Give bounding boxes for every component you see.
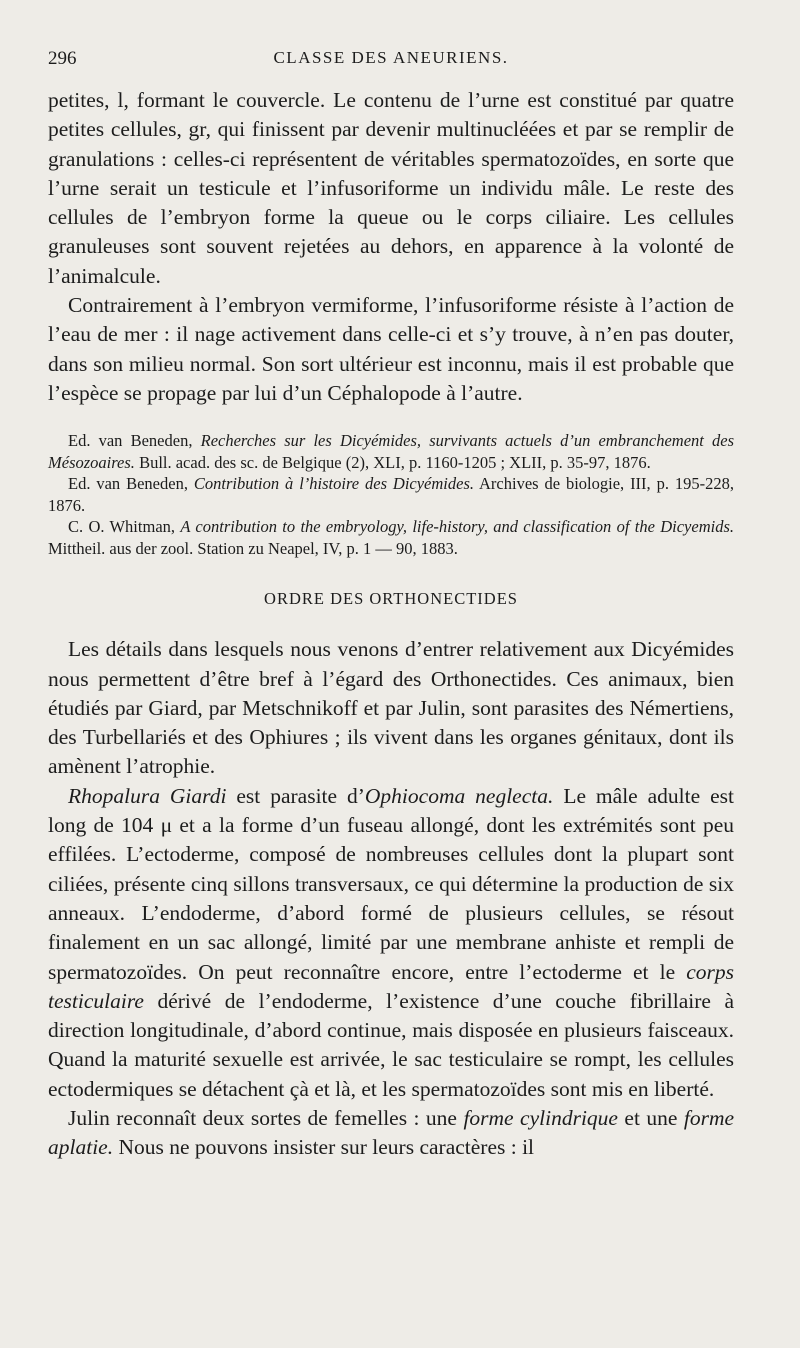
paragraph-orthonectides-intro: Les détails dans lesquels nous venons d’entrer relativement aux Dicyémides nous permettent d’être bref à l’égard des Orthonectides. Ces animaux, bien étudiés par Giard, par Metschnikoff et par Julin, sont parasites des Némertiens, des Turbellariés et des Ophiures ; ils vivent dans les organes génitaux, dont ils amènent l’atrophie. bbox=[48, 637, 734, 779]
reference-title: Contribution à l’histoire des Dicyémides. bbox=[193, 474, 474, 494]
reference-source: Mittheil. aus der zool. Station zu Neapel, IV, p. 1 — 90, 1883. bbox=[48, 538, 458, 558]
running-title: CLASSE DES ANEURIENS. bbox=[273, 48, 509, 67]
paragraph-females: Julin reconnaît deux sortes de femelles : une forme cylindrique et une forme aplatie. Nous ne pouvons insister sur leurs caractères : il bbox=[48, 1106, 735, 1160]
reference-title: Recherches sur les Dicyémides, survivants actuels d’un embranchement des Mésozoaires. bbox=[48, 431, 735, 472]
host-species-name: Ophiocoma neglecta. bbox=[364, 783, 554, 808]
reference-author: Ed. van Beneden, bbox=[68, 474, 188, 494]
reference-author: Ed. van Beneden, bbox=[68, 431, 193, 451]
page-body bbox=[48, 86, 734, 1163]
term-forme-aplatie: forme aplatie. bbox=[48, 1106, 735, 1160]
species-name: Rhopalura Giardi bbox=[68, 783, 227, 808]
reference-author: C. O. Whitman, bbox=[68, 517, 176, 537]
reference-source: Archives de biologie, III, p. 195-228, 1876. bbox=[48, 474, 734, 515]
paragraph-rhopalura: Rhopalura Giardi est parasite d’Ophiocoma neglecta. Le mâle adulte est long de 104 μ et a la forme d’un fuseau allongé, dont les extrémités sont peu effilées. L’ectoderme, composé de nombreuses cellules dont la plupart sont ciliées, présente cinq sillons transversaux, ce qui détermine la production de six anneaux. L’endoderme, d’abord formé de plusieurs cellules, se résout finalement en un sac allongé, limité par une membrane anhiste et rempli de spermatozoïdes. On peut reconnaître encore, entre l’ectoderme et le corps testiculaire dérivé de l’endoderme, l’existence d’une couche fibrillaire à direction longitudinale, d’abord continue, mais disposée en plusieurs faisceaux. Quand la maturité sexuelle est arrivée, le sac testiculaire se rompt, les cellules ectodermiques se détachent çà et là, et les spermatozoïdes sont mis en liberté. bbox=[48, 783, 735, 1101]
paragraph-infusoriform: Contrairement à l’embryon vermiforme, l’infusoriforme résiste à l’action de l’eau de mer : il nage activement dans celle-ci et s’y trouve, à n’en pas douter, dans son milieu normal. Son sort ultérieur est inconnu, mais il est probable que l’espèce se propage par lui d’un Céphalopode à l’autre. bbox=[48, 293, 734, 405]
section-heading: ORDRE DES ORTHONECTIDES bbox=[264, 589, 518, 609]
reference-source: Bull. acad. des sc. de Belgique (2), XLI, p. 1160-1205 ; XLII, p. 35-97, 1876. bbox=[139, 452, 651, 472]
page-number: 296 bbox=[48, 48, 77, 69]
bibliography bbox=[48, 430, 734, 559]
reference-item bbox=[48, 516, 734, 559]
page-header bbox=[48, 48, 734, 76]
term-forme-cylindrique: forme cylindrique bbox=[463, 1106, 618, 1131]
paragraph-continuation: petites, l, formant le couvercle. Le contenu de l’urne est constitué par quatre petites cellules, gr, qui finissent par devenir multinucléées et par se remplir de granulations : celles-ci représentent de véritables spermatozoïdes, en sorte que l’urne serait un testicule et l’infusoriforme un individu mâle. Le reste des cellules de l’embryon forme la queue ou le corps ciliaire. Les cellules granuleuses sont souvent rejetées au dehors, en apparence à la volonté de l’animalcule. bbox=[48, 88, 734, 288]
reference-title: A contribution to the embryology, life-history, and classification of the Dicyemids. bbox=[180, 517, 734, 537]
term-corps-testiculaire: corps testiculaire bbox=[48, 959, 734, 1013]
book-page bbox=[48, 0, 734, 1348]
reference-item bbox=[48, 473, 734, 516]
reference-item bbox=[48, 430, 734, 473]
